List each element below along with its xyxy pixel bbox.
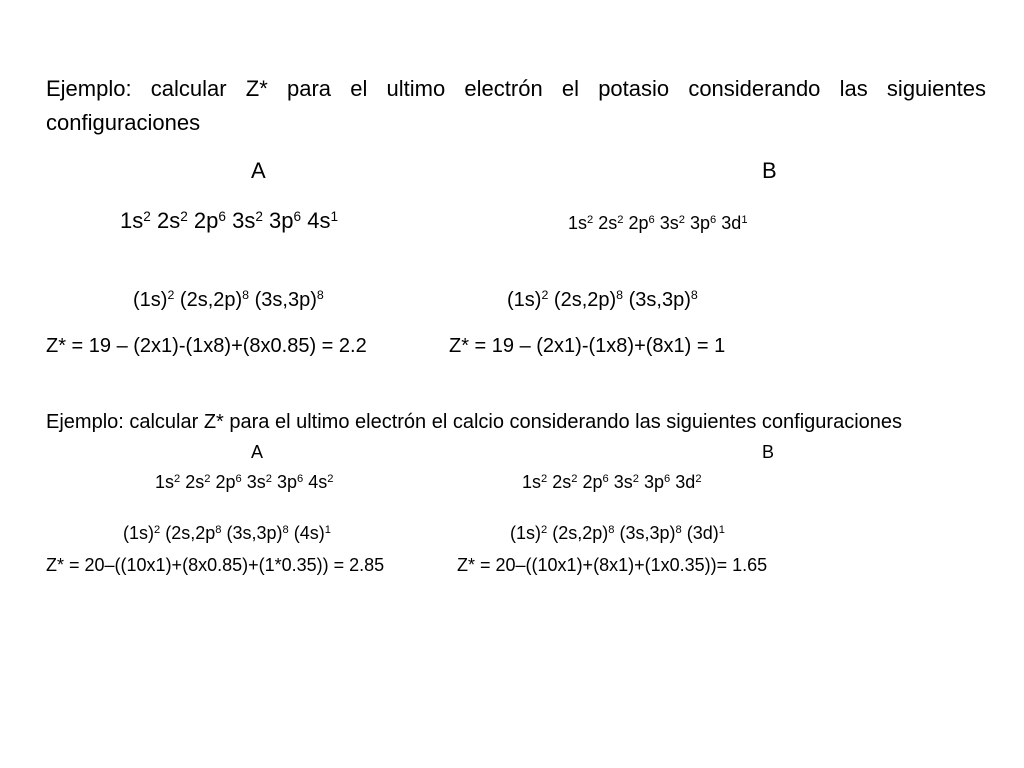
term-base: 2p [628, 213, 649, 233]
term-base: 2s [185, 472, 205, 492]
example1-result-b: Z* = 19 – (2x1)-(1x8)+(8x1) = 1 [449, 335, 726, 357]
term-exponent: 6 [664, 472, 671, 485]
term-exponent: 6 [297, 472, 304, 485]
term-base: 4s [307, 208, 331, 233]
example1-config-b [568, 214, 748, 232]
term [721, 213, 747, 233]
term [507, 289, 548, 311]
term-base: (2s,2p [165, 523, 216, 543]
term-base: 3d [675, 472, 696, 492]
term-exponent: 8 [675, 523, 682, 536]
term-base: (3s,3p) [254, 289, 317, 311]
term-exponent: 1 [718, 523, 725, 536]
term [157, 208, 188, 233]
term-exponent: 8 [616, 288, 624, 303]
term-base: 3p [690, 213, 711, 233]
term-exponent: 6 [235, 472, 242, 485]
term [552, 472, 577, 492]
term [155, 472, 180, 492]
term-exponent: 8 [608, 523, 615, 536]
term-base: (3d) [686, 523, 719, 543]
term [123, 523, 160, 543]
term [644, 472, 670, 492]
term-exponent: 8 [215, 523, 222, 536]
example2-intro: Ejemplo: calcular Z* para el ultimo electrón el calcio considerando las siguientes configuraciones [46, 411, 903, 433]
term-base: 3p [277, 472, 298, 492]
term-base: (1s) [123, 523, 154, 543]
term [194, 208, 226, 233]
term-base: 3s [246, 472, 266, 492]
term-exponent: 6 [293, 208, 302, 224]
term-base: 1s [522, 472, 542, 492]
term-exponent: 6 [218, 208, 226, 224]
term [614, 472, 639, 492]
term [660, 213, 685, 233]
term [216, 472, 242, 492]
term [629, 289, 698, 311]
example2-config-a [155, 473, 334, 491]
term-exponent: 6 [602, 472, 609, 485]
term [185, 472, 210, 492]
term [232, 208, 263, 233]
term-exponent: 8 [282, 523, 289, 536]
example1-groups-b [507, 290, 698, 310]
example1-config-a [120, 210, 338, 232]
term-base: 2s [598, 213, 618, 233]
term-exponent: 2 [154, 523, 161, 536]
term [294, 523, 331, 543]
example1-groups-a [133, 290, 324, 310]
term-base: (1s) [510, 523, 541, 543]
term-base: (1s) [507, 289, 542, 311]
term [180, 289, 249, 311]
example1-label-a: A [251, 158, 266, 183]
term-base: (4s) [293, 523, 325, 543]
term-exponent: 2 [571, 472, 578, 485]
term [583, 472, 609, 492]
term-base: 2p [193, 208, 219, 233]
term [255, 289, 324, 311]
example1-intro: Ejemplo: calcular Z* para el ultimo electrón el potasio considerando las siguientes configuraciones [46, 76, 986, 135]
term [629, 213, 655, 233]
term-base: (2s,2p) [552, 523, 609, 543]
term-base: (2s,2p) [553, 289, 617, 311]
term [165, 523, 221, 543]
term [690, 213, 716, 233]
example2-result-b: Z* = 20–((10x1)+(8x1)+(1x0.35))= 1.65 [457, 555, 768, 575]
term-exponent: 2 [180, 208, 188, 224]
term [510, 523, 547, 543]
example1-label-b: B [762, 158, 777, 183]
term-exponent: 2 [541, 523, 548, 536]
term-base: 3s [613, 472, 633, 492]
term [277, 472, 303, 492]
term-exponent: 2 [174, 472, 181, 485]
term-exponent: 2 [695, 472, 702, 485]
term-exponent: 2 [167, 288, 175, 303]
term-base: 2p [215, 472, 236, 492]
term-base: (2s,2p) [179, 289, 243, 311]
example2-groups-a [123, 524, 331, 542]
term-base: (3s,3p) [619, 523, 676, 543]
term [247, 472, 272, 492]
term-exponent: 2 [587, 213, 594, 226]
term-base: 3d [721, 213, 742, 233]
term-base: (3s,3p) [226, 523, 283, 543]
term-base: (1s) [133, 289, 168, 311]
term-exponent: 2 [255, 208, 263, 224]
term [687, 523, 725, 543]
term-base: 2s [156, 208, 181, 233]
term-base: 3s [232, 208, 256, 233]
term [120, 208, 151, 233]
term-base: 1s [155, 472, 175, 492]
term [133, 289, 174, 311]
term-exponent: 2 [541, 472, 548, 485]
term-base: 1s [568, 213, 588, 233]
term-base: 3p [269, 208, 294, 233]
term-base: 4s [308, 472, 328, 492]
term-exponent: 8 [242, 288, 250, 303]
term [598, 213, 623, 233]
term-base: 3s [659, 213, 679, 233]
term [552, 523, 614, 543]
example1-result-a: Z* = 19 – (2x1)-(1x8)+(8x0.85) = 2.2 [46, 335, 367, 357]
term [269, 208, 301, 233]
term [675, 472, 701, 492]
term-base: 2s [552, 472, 572, 492]
term [620, 523, 682, 543]
example2-label-b: B [762, 442, 775, 462]
term-exponent: 2 [143, 208, 151, 224]
term-exponent: 2 [632, 472, 639, 485]
term-exponent: 8 [316, 288, 324, 303]
term-exponent: 6 [710, 213, 717, 226]
term-exponent: 2 [678, 213, 685, 226]
term-exponent: 6 [648, 213, 655, 226]
term [554, 289, 623, 311]
example2-config-b [522, 473, 702, 491]
term [227, 523, 289, 543]
term-exponent: 2 [617, 213, 624, 226]
example2-result-a: Z* = 20–((10x1)+(8x0.85)+(1*0.35)) = 2.85 [46, 555, 385, 575]
term-exponent: 1 [741, 213, 748, 226]
term-exponent: 2 [541, 288, 549, 303]
term [308, 472, 333, 492]
term-base: 2p [582, 472, 603, 492]
term-base: 1s [120, 208, 144, 233]
term-exponent: 1 [330, 208, 339, 224]
term-exponent: 2 [327, 472, 334, 485]
term [568, 213, 593, 233]
term-exponent: 2 [265, 472, 272, 485]
term-exponent: 8 [690, 288, 698, 303]
term [307, 208, 338, 233]
term-exponent: 1 [324, 523, 331, 536]
term-base: 3p [644, 472, 665, 492]
example2-groups-b [510, 524, 725, 542]
term-base: (3s,3p) [628, 289, 691, 311]
term [522, 472, 547, 492]
term-exponent: 2 [204, 472, 211, 485]
example2-label-a: A [251, 442, 264, 462]
